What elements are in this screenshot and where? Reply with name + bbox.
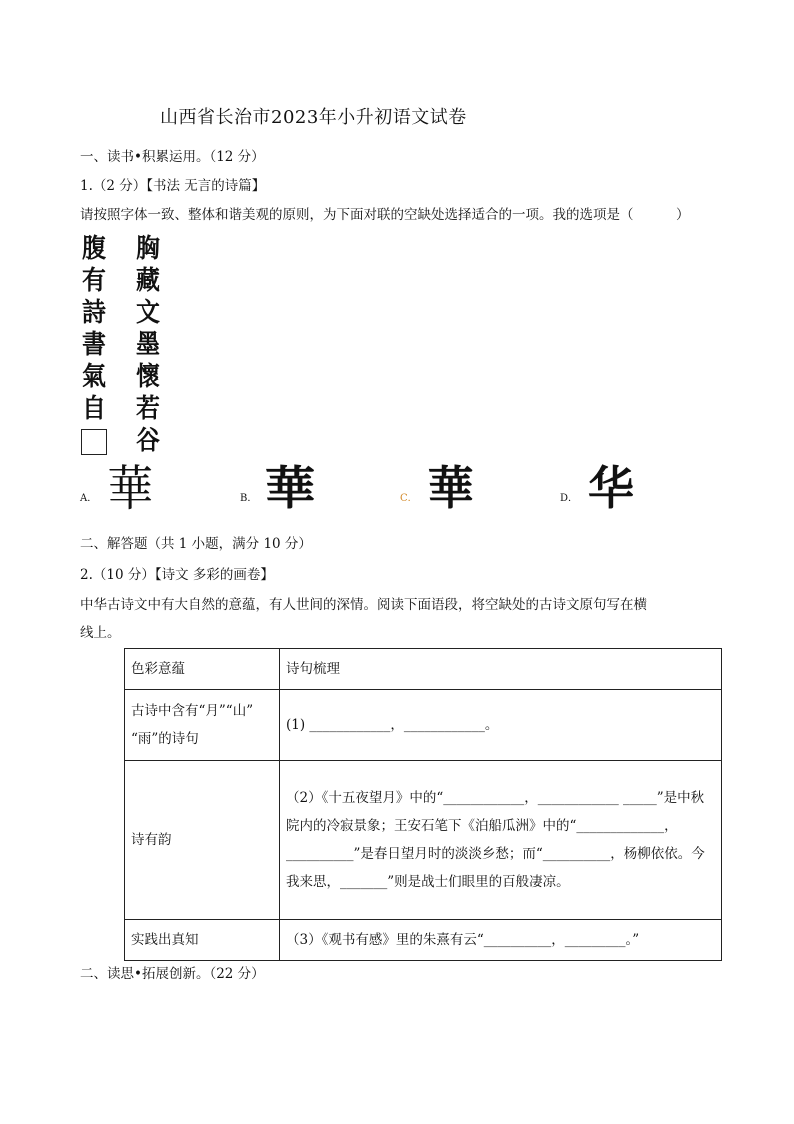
couplet-char: 有 <box>82 266 106 296</box>
option-a-glyph: 華 <box>107 459 154 517</box>
couplet-char: 氣 <box>82 362 106 392</box>
table-row <box>125 761 722 920</box>
option-a[interactable] <box>80 458 153 518</box>
question-2-tag: 【诗文 多彩的画卷】 <box>154 567 274 583</box>
table-row-label <box>125 690 280 761</box>
table-row-label-line: 古诗中含有“月”“山” <box>131 703 254 719</box>
couplet-left <box>78 233 110 455</box>
couplet-char: 若 <box>136 394 160 424</box>
table-row <box>125 690 722 761</box>
page-title: 山西省长治市2023年小升初语文试卷 <box>160 107 467 128</box>
question-2-header <box>80 563 274 583</box>
option-c-letter: C． <box>400 492 418 504</box>
couplet-char: 詩 <box>82 298 106 328</box>
couplet-char: 文 <box>136 298 160 328</box>
couplet-char: 藏 <box>136 266 160 296</box>
option-b[interactable] <box>240 458 316 518</box>
table-row-label: 实践出真知 <box>125 920 280 961</box>
couplet-char: 懷 <box>136 362 160 392</box>
couplet-right <box>132 233 164 457</box>
option-d-letter: D． <box>560 492 579 504</box>
question-1-header <box>80 174 265 194</box>
section-heading-2: 二、解答题（共 1 小题，满分 10 分） <box>80 536 312 552</box>
couplet-char: 墨 <box>136 330 160 360</box>
question-1-prompt: 请按照字体一致、整体和谐美观的原则，为下面对联的空缺处选择适合的一项。我的选项是（ <box>80 207 634 223</box>
option-c[interactable] <box>400 458 474 518</box>
table-row-content[interactable]: （2）《十五夜望月》中的“____________，____________ _____”是中秋院内的冷寂景象；王安石笔下《泊船瓜洲》中的“_____________，__________”是春日望月时的淡淡乡愁；而“__________，杨柳依依。今我来思，_______”则是战士们眼里的百般凄凉。 <box>280 761 722 920</box>
answer-paren-close: ） <box>676 207 690 223</box>
option-c-glyph: 華 <box>427 461 474 515</box>
table-row-content[interactable]: （3）《观书有感》里的朱熹有云“__________，_________。” <box>280 920 722 961</box>
question-2-paragraph-line1: 中华古诗文中有大自然的意蕴，有人世间的深情。阅读下面语段，将空缺处的古诗文原句写在横 <box>80 597 647 613</box>
table-row-label-line: “雨”的诗句 <box>131 731 199 747</box>
option-d[interactable] <box>560 458 634 518</box>
option-a-letter: A． <box>80 492 98 504</box>
table-header-cell: 诗句梳理 <box>280 649 722 690</box>
couplet-char: 書 <box>82 330 106 360</box>
couplet-char: 谷 <box>136 426 160 456</box>
poem-table <box>124 648 722 961</box>
question-2-paragraph-line2: 线上。 <box>80 625 121 641</box>
question-1-tag: 【书法 无言的诗篇】 <box>146 178 266 194</box>
couplet-blank-box <box>81 429 107 455</box>
question-2-number: 2.（10 分） <box>80 567 155 583</box>
couplet-char: 自 <box>82 394 106 424</box>
option-d-glyph: 华 <box>588 461 635 515</box>
table-row <box>125 920 722 961</box>
table-row-label: 诗有韵 <box>125 761 280 920</box>
couplet-char: 腹 <box>82 234 106 264</box>
section-heading-1: 一、读书•积累运用。（12 分） <box>80 149 265 165</box>
option-b-letter: B． <box>240 492 258 504</box>
couplet-char: 胸 <box>136 234 160 264</box>
table-row-content[interactable]: (1) ____________，____________。 <box>280 690 722 761</box>
option-b-glyph: 華 <box>265 461 316 515</box>
table-header-row <box>125 649 722 690</box>
section-heading-3: 二、读思•拓展创新。（22 分） <box>80 966 265 982</box>
table-header-cell: 色彩意蕴 <box>125 649 280 690</box>
question-1-number: 1.（2 分） <box>80 178 147 194</box>
